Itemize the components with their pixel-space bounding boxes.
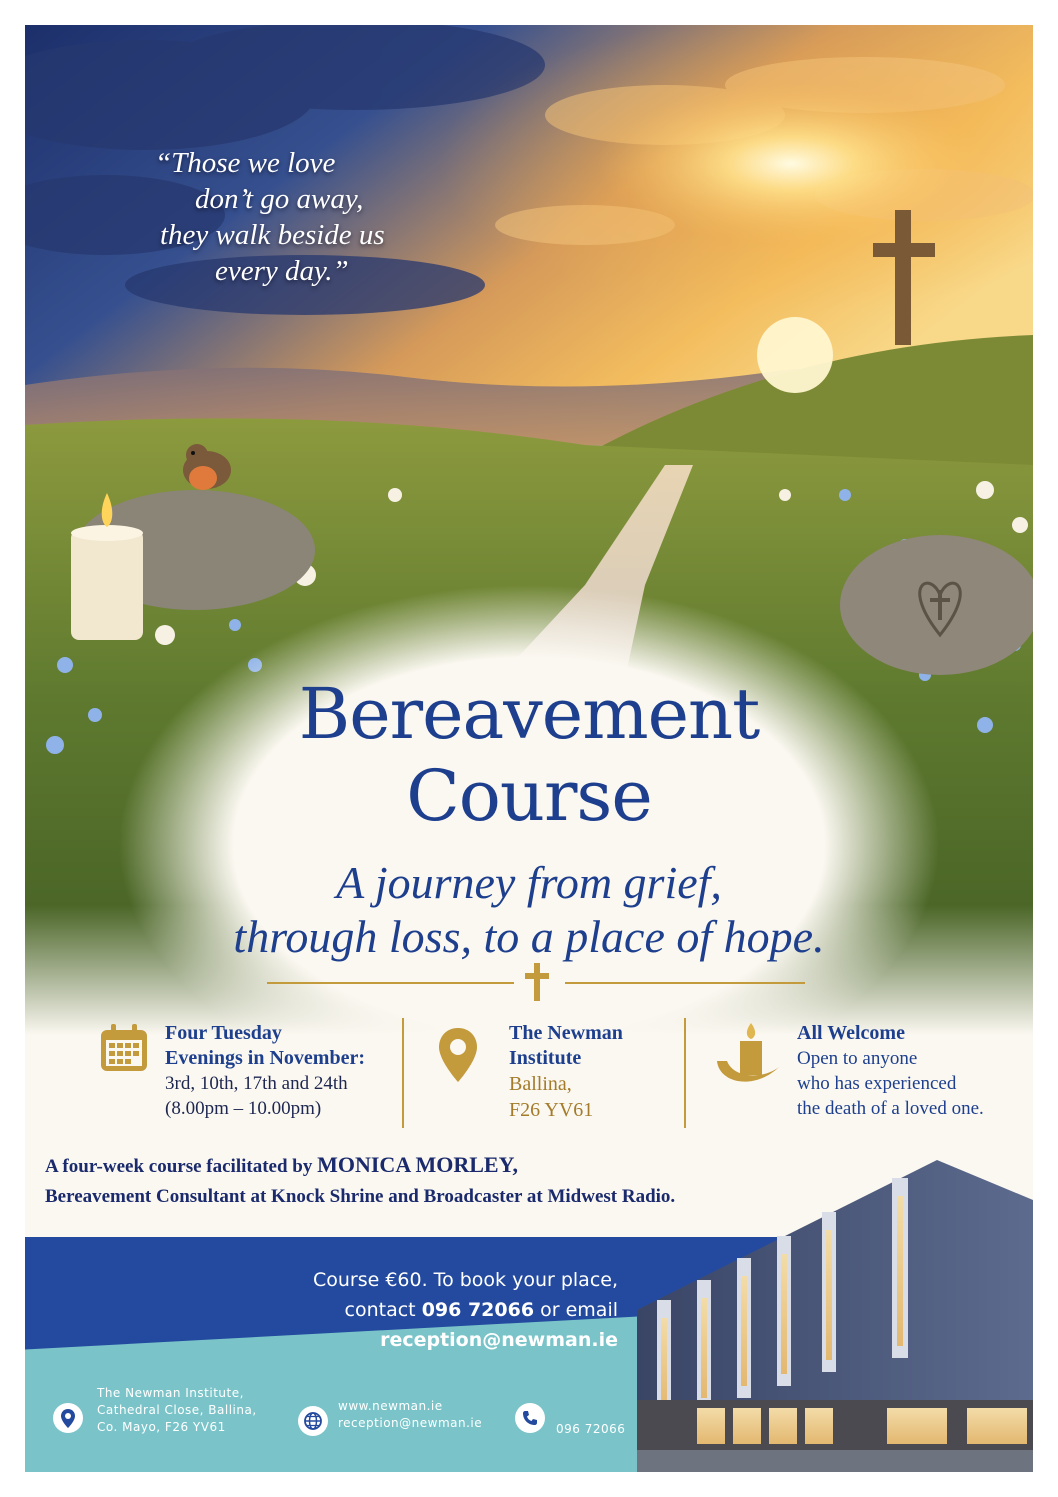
- venue-heading: Institute: [509, 1047, 582, 1069]
- phone-icon: [515, 1403, 545, 1433]
- quote-line: don’t go away,: [195, 183, 364, 215]
- quote-line: “Those we love: [155, 147, 336, 179]
- facilitator-name: MONICA MORLEY,: [317, 1152, 518, 1177]
- booking-price: Course €60. To book your place,: [312, 1269, 618, 1291]
- booking-contact-label: contact: [344, 1299, 416, 1321]
- website-link[interactable]: www.newman.ie: [338, 1399, 443, 1413]
- email-link[interactable]: reception@newman.ie: [338, 1416, 483, 1430]
- welcome-text: the death of a loved one.: [797, 1098, 984, 1119]
- globe-icon: [298, 1406, 328, 1436]
- venue-town: Ballina,: [509, 1073, 572, 1095]
- location-pin-icon: [53, 1403, 83, 1433]
- newman-institute-building-image: [637, 1160, 1033, 1472]
- booking-email-label: or email: [540, 1299, 618, 1321]
- divider-rule: [267, 982, 514, 984]
- dates-days: 3rd, 10th, 17th and 24th: [165, 1073, 348, 1094]
- quote-line: they walk beside us: [160, 219, 385, 251]
- welcome-text: Open to anyone: [797, 1048, 918, 1069]
- tagline: A journey from grief,: [336, 857, 722, 908]
- facilitator-intro: A four-week course facilitated by: [45, 1156, 313, 1177]
- memorial-quote: [155, 145, 455, 289]
- welcome-info: [797, 1021, 984, 1121]
- course-title: Course: [406, 755, 652, 837]
- contact-address: [97, 1385, 257, 1436]
- quote-line: every day.”: [215, 255, 349, 287]
- column-divider: [684, 1018, 686, 1128]
- divider-rule: [565, 982, 805, 984]
- booking-phone-link[interactable]: 096 72066: [421, 1299, 535, 1321]
- course-title: Bereavement: [298, 673, 760, 755]
- candle-icon: [709, 1021, 789, 1091]
- address-line: The Newman Institute,: [97, 1386, 244, 1400]
- contact-phone[interactable]: 096 72066: [556, 1422, 626, 1436]
- address-line: Cathedral Close, Ballina,: [97, 1403, 257, 1417]
- tagline: through loss, to a place of hope.: [233, 911, 825, 962]
- venue-info: [509, 1021, 623, 1123]
- column-divider: [402, 1018, 404, 1128]
- dates-time: (8.00pm – 10.00pm): [165, 1098, 322, 1119]
- address-line: Co. Mayo, F26 YV61: [97, 1420, 226, 1434]
- venue-heading: The Newman: [509, 1022, 623, 1044]
- contact-web: [338, 1398, 482, 1432]
- dates-heading: Four Tuesday: [165, 1022, 282, 1044]
- cross-icon: [525, 963, 549, 1001]
- dates-heading: Evenings in November:: [165, 1047, 365, 1069]
- poster: [25, 25, 1033, 1472]
- location-pin-icon: [437, 1026, 479, 1084]
- dates-info: [165, 1021, 365, 1121]
- booking-email-link[interactable]: reception@newman.ie: [380, 1329, 618, 1351]
- calendar-icon: [99, 1023, 149, 1073]
- venue-eircode: F26 YV61: [509, 1099, 594, 1121]
- welcome-text: who has experienced: [797, 1073, 957, 1094]
- facilitator-role: Bereavement Consultant at Knock Shrine and Broadcaster at Midwest Radio.: [45, 1186, 676, 1207]
- welcome-heading: All Welcome: [797, 1022, 905, 1044]
- booking-info: [58, 1265, 618, 1355]
